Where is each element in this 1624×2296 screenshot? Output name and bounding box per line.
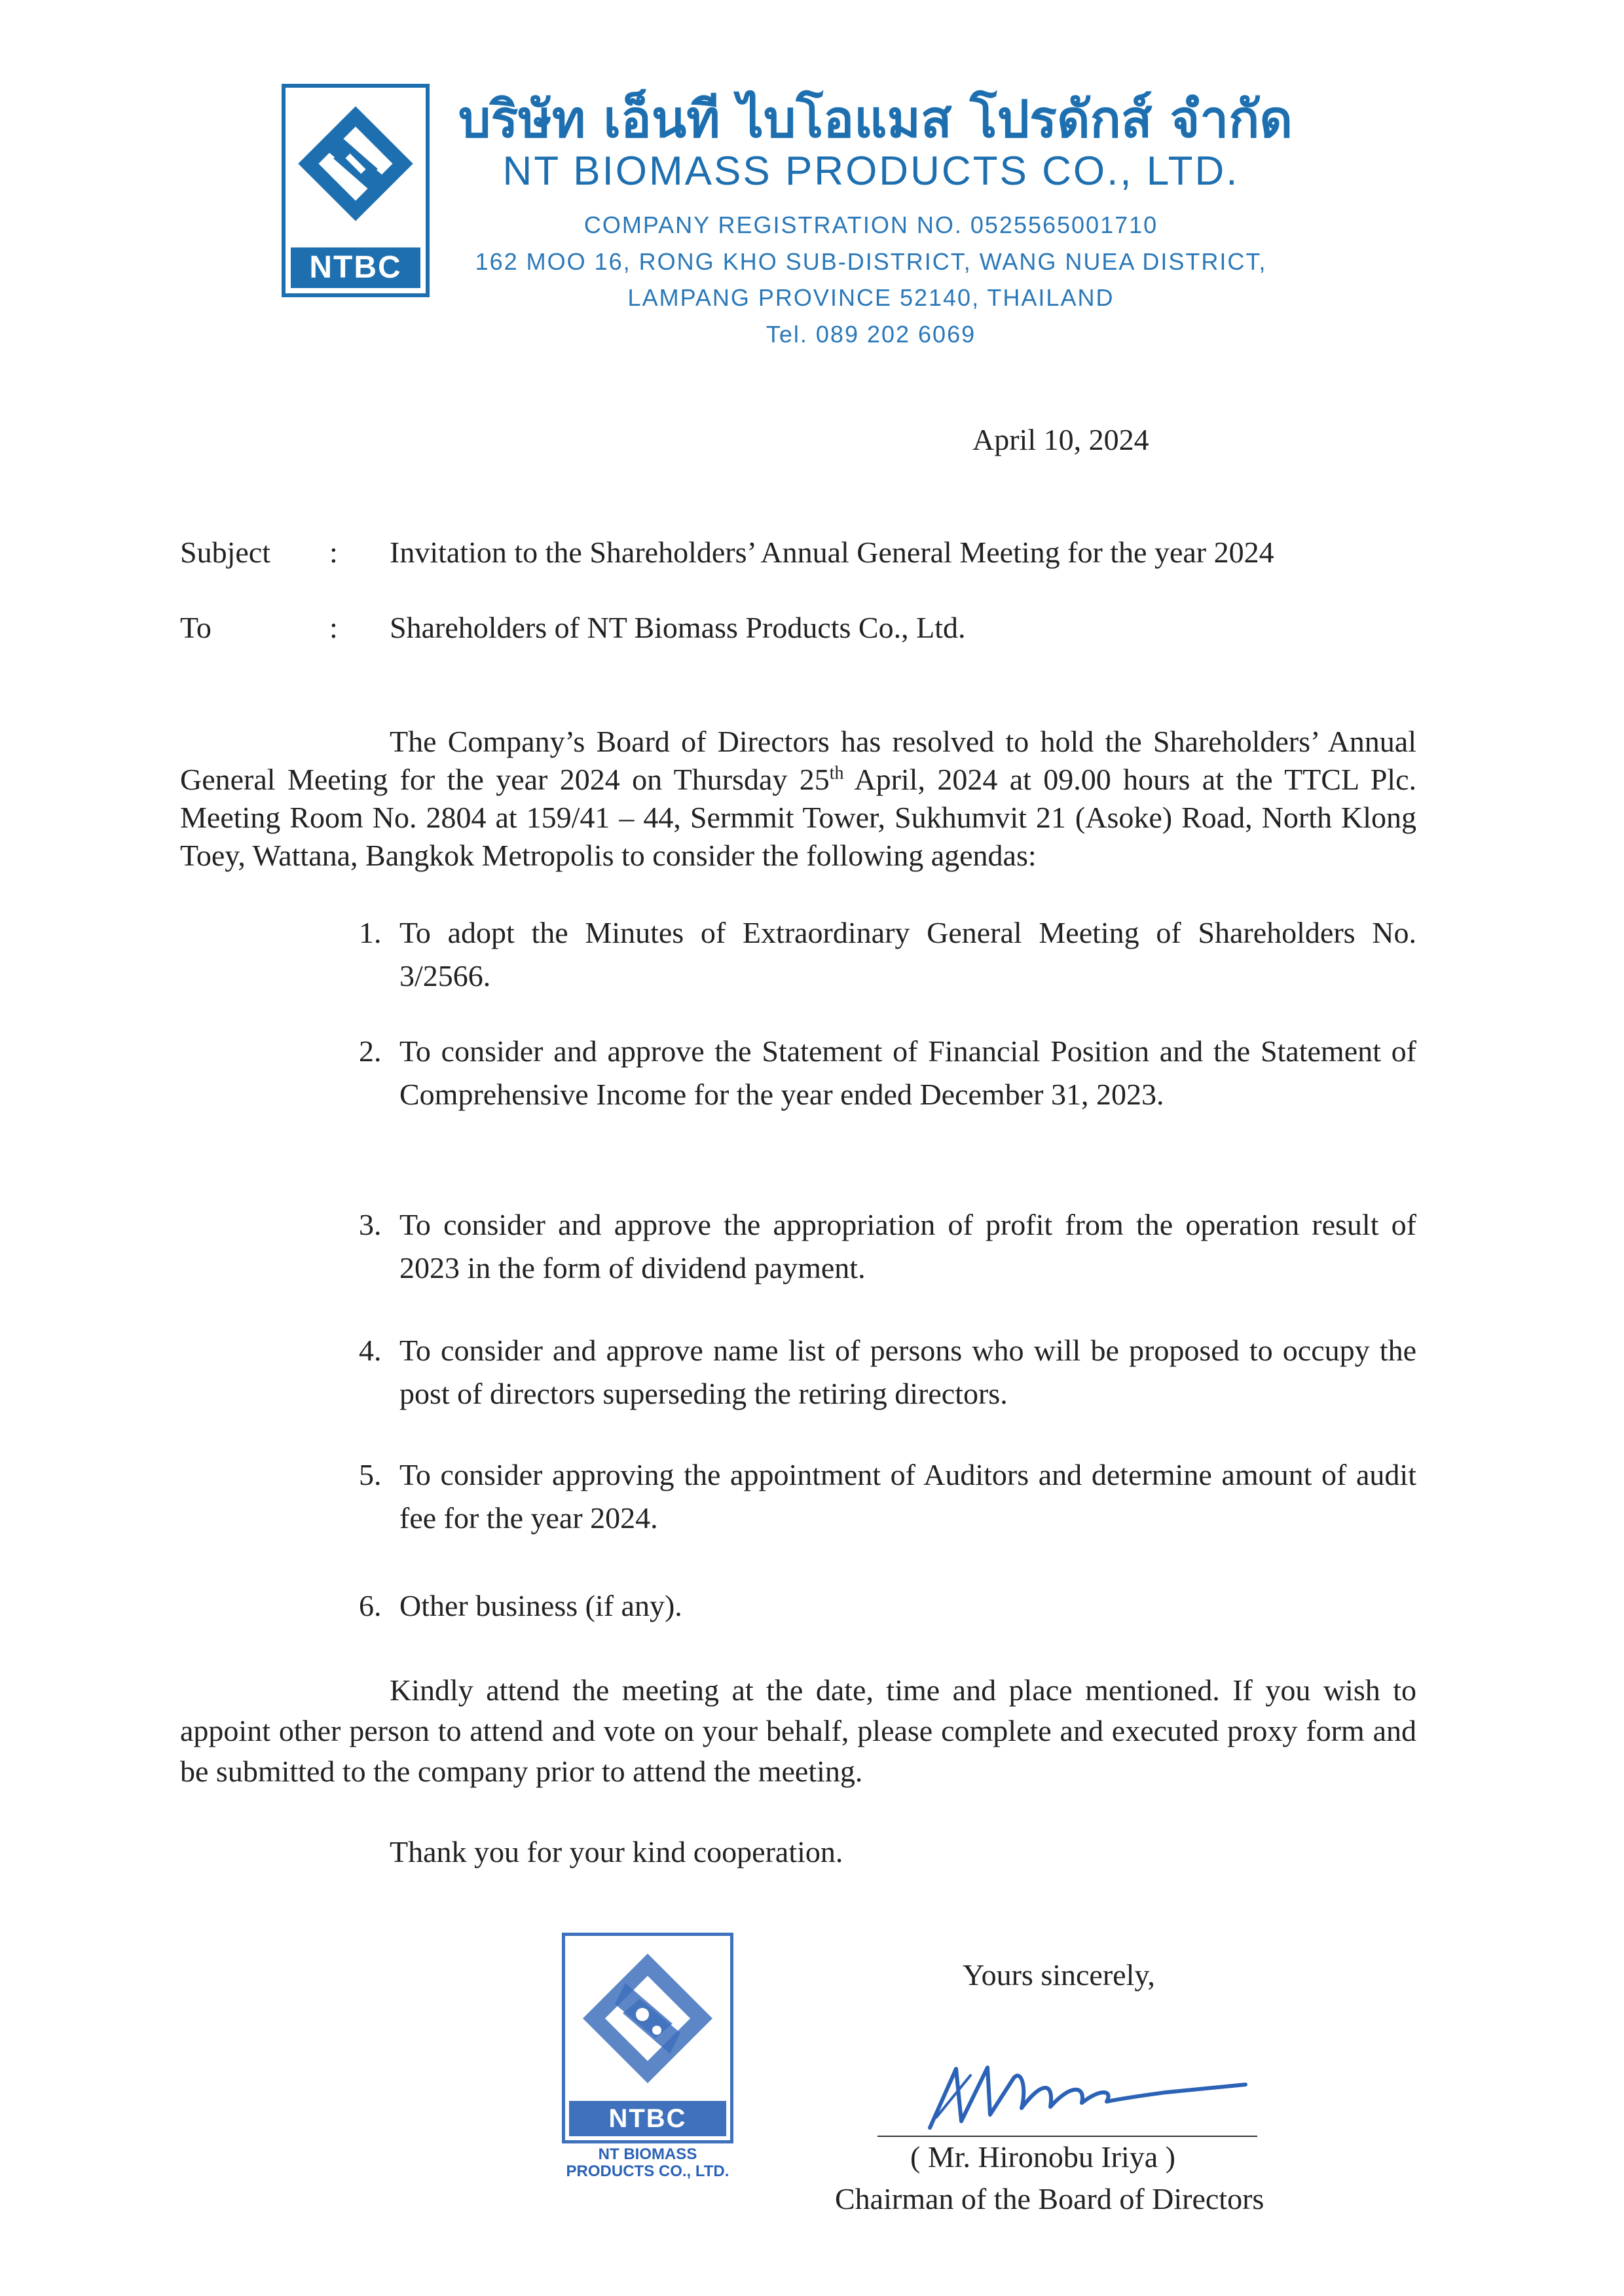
agenda-item bbox=[359, 911, 1416, 998]
agenda-text: To consider and approve the appropriation of profit from the operation result of 2023 in the form of dividend payment. bbox=[399, 1208, 1416, 1285]
sign-off: Yours sincerely, bbox=[963, 1958, 1155, 1992]
agenda-number: 4. bbox=[359, 1334, 382, 1367]
to-label: To bbox=[180, 611, 212, 644]
agenda-item bbox=[359, 1329, 1416, 1415]
agenda-number: 6. bbox=[359, 1589, 382, 1622]
intro-paragraph bbox=[180, 723, 1416, 875]
closing-text: Kindly attend the meeting at the date, time and place mentioned. If you wish to appoint other person to attend and vote on your behalf, please complete and executed proxy form and be submitted to the company prior to attend the meeting. bbox=[180, 1673, 1416, 1788]
intro-part-b: April, 2024 at 09.00 hours at the TTCL Plc. Meeting Room No. 2804 at 159/41 – 44, Sermmit Tower, Sukhumvit 21 (Asoke) Road, North Klong Toey, Wattana, Bangkok Metropolis to consider the following agendas: bbox=[180, 763, 1416, 872]
stamp-label: NTBC bbox=[569, 2101, 726, 2136]
stamp-subtitle-2: PRODUCTS CO., LTD. bbox=[566, 2162, 729, 2180]
agenda-text: To consider approving the appointment of Auditors and determine amount of audit fee for the year 2024. bbox=[399, 1458, 1416, 1535]
to-text: Shareholders of NT Biomass Products Co., Ltd. bbox=[390, 611, 966, 644]
logo-label: NTBC bbox=[291, 247, 420, 288]
signer-title: Chairman of the Board of Directors bbox=[835, 2182, 1264, 2215]
thanks-line: Thank you for your kind cooperation. bbox=[390, 1835, 843, 1868]
agenda-item bbox=[359, 1203, 1416, 1290]
agenda-text: To consider and approve the Statement of Financial Position and the Statement of Comprehensive Income for the year ended December 31, 2023. bbox=[399, 1034, 1416, 1111]
agenda-number: 2. bbox=[359, 1034, 382, 1068]
stamp-subtitle-1: NT BIOMASS bbox=[598, 2145, 697, 2163]
signer-name: ( Mr. Hironobu Iriya ) bbox=[910, 2140, 1175, 2174]
letter-date: April 10, 2024 bbox=[972, 423, 1149, 456]
subject-colon: : bbox=[329, 536, 338, 569]
agenda-item bbox=[359, 1453, 1416, 1540]
closing-paragraph bbox=[180, 1670, 1416, 1792]
signature-line bbox=[877, 2136, 1257, 2137]
subject-text: Invitation to the Shareholders’ Annual General Meeting for the year 2024 bbox=[390, 536, 1274, 569]
agenda-text: To consider and approve name list of persons who will be proposed to occupy the post of directors superseding the retiring directors. bbox=[399, 1334, 1416, 1410]
subject-label: Subject bbox=[180, 536, 270, 569]
agenda-number: 5. bbox=[359, 1458, 382, 1491]
agenda-item bbox=[359, 1030, 1416, 1116]
registration-number: COMPANY REGISTRATION NO. 0525565001710 bbox=[583, 211, 1158, 238]
signature-icon bbox=[910, 2049, 1264, 2134]
intro-part-a: The Company’s Board of Directors has resolved to hold the Shareholders’ Annual General Meeting for the year 2024 on Thursday 25 bbox=[180, 725, 1416, 796]
agenda-text: Other business (if any). bbox=[399, 1589, 682, 1622]
agenda-item bbox=[359, 1584, 1416, 1628]
agenda-number: 1. bbox=[359, 916, 382, 949]
telephone: Tel. 089 202 6069 bbox=[766, 321, 976, 348]
company-name-english: NT BIOMASS PRODUCTS CO., LTD. bbox=[502, 149, 1240, 194]
company-name-thai: บริษัท เอ็นที ไบโอแมส โปรดักส์ จำกัด bbox=[458, 90, 1293, 149]
agenda-number: 3. bbox=[359, 1208, 382, 1241]
intro-superscript: th bbox=[829, 763, 844, 784]
agenda-text: To adopt the Minutes of Extraordinary General Meeting of Shareholders No. 3/2566. bbox=[399, 916, 1416, 993]
to-colon: : bbox=[329, 611, 338, 644]
address-line-2: LAMPANG PROVINCE 52140, THAILAND bbox=[627, 284, 1115, 311]
company-logo bbox=[282, 84, 430, 297]
company-stamp bbox=[562, 1933, 733, 2143]
address-line-1: 162 MOO 16, RONG KHO SUB-DISTRICT, WANG NUEA DISTRICT, bbox=[475, 248, 1267, 275]
